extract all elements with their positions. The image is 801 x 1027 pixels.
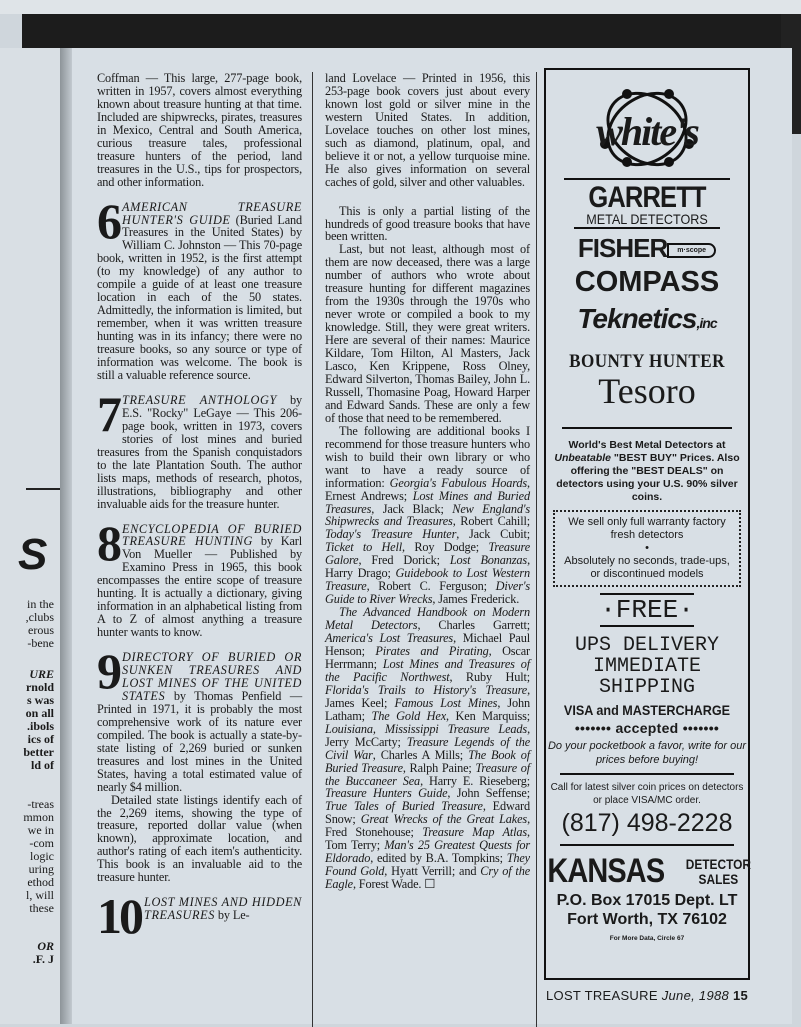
book-title: Great Wrecks of the Great Lakes [360,812,528,827]
book-title: Florida's Trails to History's Treasure [325,682,528,697]
book-title: Lost Mines and Buried Treasures [325,488,530,516]
book-title: America's Lost Treasures [325,631,454,646]
book-title: The Book of Buried Treasure [325,747,530,775]
book-title: Guidebook to Lost Western Treasure [325,566,530,594]
book-title: LOST MINES AND HIDDEN TREASURES [144,895,302,923]
teknetics-logo: Teknetics,inc [577,303,717,334]
book-title: Ticket to Hell [325,540,403,555]
tesoro-logo: Tesoro [598,371,696,411]
book-list [325,606,530,891]
book-title: Treasure Map Atlas [422,825,528,840]
text-segment: , Ruby Hult; [449,669,530,684]
book-title: Diver's Guide to River Wrecks [325,579,530,607]
book-entry: 8 ENCYCLOPEDIA OF BURIED TREASURE HUNTING by Karl Von Mueller — Published by Examino Press in 1965, this book encompasses the entire scope of treasure hunting. It is actually a dictionary, giving information in an alphabetical listing from A to Z of almost anything a treasure hunter wants to know. [97,514,302,640]
text-fragment: OR F. J. [32,939,54,966]
book-title: Pirates and Pirating [375,643,489,658]
text-segment: , Fred Stonehouse; [325,812,530,840]
book-title: Today's Treasure Hunter [325,527,457,542]
book-title: Georgia's Fabulous Hoards [389,475,528,490]
book-list [325,425,530,606]
book-title: Cry of the Eagle [325,864,530,892]
book-title: Louisiana, Mississippi Treasure Leads [325,721,528,736]
text-segment: , Jack Cubit; [456,527,530,542]
text-segment: , Ralph Paine; [402,760,476,775]
payment-text: VISA and MASTERCHARGE [563,702,731,718]
book-title: Treasure Galore [325,540,531,568]
address: P.O. Box 17015 Dept. LT Fort Worth, TX 76102 [556,892,738,928]
entry-number: 10 [97,888,141,945]
text-segment: World's Best Metal Detectors at [568,439,726,451]
text-segment: , Forest Wade. ☐ [352,877,436,892]
book-entry: 7 TREASURE ANTHOLOGY by E.S. "Rocky" LeGaye — This 206-page book, written in 1973, covers stories of lost mines and buried treasures from the Spanish conquistadors to the late Plantation South. The author lists maps, methods of research, photos, illustrations, bibliography and other invaluable aids for the treasure hunter. [97,385,302,511]
book-title: DIRECTORY OF BURIED OR SUNKEN TREASURES AND LOST MINES OF THE UNITED STATES [122,650,302,703]
paragraph: Coffman — This large, 277-page book, written in 1957, covers almost everything known about treasure hunting at that time. Included are shipwrecks, pirates, treasures in Mexico, Central and South America, curious treasure tales, professional treasure hunters of the period, land treasures in the U.S., tips for prospectors, and other information. [97,71,302,189]
book-title: Lost Bonanzas [449,553,528,568]
text-segment: , Jack Black; [371,501,453,516]
column-rule [536,72,537,1027]
book-title: Unbeatable [554,452,611,464]
text-segment: , John Latham; [325,695,530,723]
text-segment: , Ken Marquiss; [446,708,530,723]
book-title: Man's 25 Greatest Quests for Eldorado [325,838,530,866]
whites-logo: white's [577,84,717,174]
text-segment: , Charles Garrett; [417,618,530,633]
book-title: Treasure Hunters Guide [325,786,448,801]
text-segment: , John Seffense; [447,786,530,801]
paragraph: land Lovelace — Printed in 1956, this 253-page book covers just about every known lost gold or silver mine in the western United States. In addition, Lovelace touches on other lost mines, such as diamond, platinum, opal, and believe it or not, a yellow turquoise mine. He also gives information on several caches of gold, silver and other valuables. [325,71,530,189]
accepted-text: ••••••• accepted ••••••• [574,720,720,736]
article-column-1 [97,71,303,945]
text-segment: , Robert Cahill; [452,514,530,529]
fisher-logo: FISHER m·scope [546,233,748,264]
text-segment: , Roy Dodge; [402,540,489,555]
book-title: Treasure Legends of the Civil War [325,734,530,762]
paragraph: Last, but not least, although most of them are now deceased, there was a large number of authors who wrote about treasure hunting for different magazines from the 1930s through the 1970s who never wrote or compiled a book to my knowledge. Still, they were great writers. Here are several of their names: Maurice Kildare, Tom Hilton, Al Masters, Jack Lasco, Ken Krippene, Ross Olney, Edward Silverton, Thomas Bailey, John L. Russell, Thomasine Poag, Howard Harper and Edward Sands. These are only a few of those that need to be remembered. [325,242,530,425]
shipping-text: UPS DELIVERY IMMEDIATE SHIPPING [574,634,720,699]
warranty-box: We sell only full warranty factory fresh detectors • Absolutely no seconds, trade-ups, or discontinued models [553,510,741,587]
book-title: The Gold Hex [371,708,447,723]
bounty-hunter-logo: BOUNTY HUNTER [569,351,725,372]
garrett-logo: GARRETT [588,181,706,214]
book-title: Lost Mines and Treasures of the Pacific Northwest [325,656,530,684]
book-title: True Tales of Buried Treasure [325,799,483,814]
book-title: TREASURE ANTHOLOGY [122,392,277,407]
article-column-2 [325,72,530,891]
divider [562,427,732,429]
page-footer: LOST TREASURE June, 1988 15 [546,988,749,1003]
book-title: AMERICAN TREASURE HUNTER'S GUIDE [122,199,302,227]
text-segment: , Michael Paul Henson; [325,631,530,658]
entry-number: 8 [97,514,119,571]
book-entry: 6 AMERICAN TREASURE HUNTER'S GUIDE (Buried Land Treasures in the United States) by William C. Johnston — This 70-page book, written in 1952, is the first attempt (to my knowledge) of any author to compile a guide of at least one treasure location in each of the 50 states. Admittedly, the information is limited, but remember, when it was written treasure hunting was in its infancy; there were no treasure books, so any source or type of information was welcome. The book is still a valuable reference source. [97,192,303,382]
book-entry: 10 LOST MINES AND HIDDEN TREASURES by Le- [97,888,302,945]
text-segment: , edited by B.A. Tompkins; [370,851,507,866]
book-title: The Advanced Handbook on Modern Metal Detectors [325,605,530,633]
divider [564,178,730,180]
headline-fragment: S [18,530,48,579]
entry-number: 7 [97,385,119,442]
book-title: Treasure of the Buccaneer Sea [325,760,530,788]
text-segment: , Harry E. Rieseberg; [420,773,530,788]
entry-number: 9 [97,643,119,700]
text-segment: , Harry Drago; [325,553,531,581]
compass-logo: COMPASS [574,266,720,298]
paragraph: Detailed state listings identify each of the 2,269 items, showing the type of treasure, reported dollar value (when known), approximate location, and author's rating of each item's authenticity. This book is an invaluable aid to the treasure hunter. [97,792,302,885]
paragraph: This is only a partial listing of the hundreds of good treasure books that have been written. [325,203,530,244]
favor-text: Do your pocketbook a favor, write for our prices before buying! [547,740,747,766]
text-fragment: URE rnold s was on all ibols. ics of better ld of [23,667,54,772]
text-segment: "BEST BUY" Prices. Also offering the "BEST DEALS" on detectors using your U.S. 90% silver coins. [556,452,740,503]
best-prices-text [546,439,748,504]
kansas-logo: KANSAS DETECTOR SALES [547,852,752,890]
free-heading: ·FREE· [600,595,694,625]
entry-number: 6 [97,192,119,249]
text-segment: , James Frederick. [432,592,520,607]
text-segment: , Hyatt Verrill; and [384,864,481,879]
divider [560,773,734,775]
text-segment: , Jerry McCarty; [325,721,530,749]
page-spine [60,48,72,1024]
book-title: They Found Gold [325,851,530,879]
book-title: Famous Lost Mines [394,695,498,710]
reader-service-text: For More Data, Circle 67 [609,935,685,942]
call-text: Call for latest silver coin prices on detectors or place VISA/MC order. [550,782,744,806]
text-segment: , Edward Snow; [325,799,530,827]
text-segment: The following are additional books I recommend for those treasure hunters who wish to build their own library or who want to have a ready source of information: [325,423,530,490]
text-fragment: in the clubs, erous bene- [25,597,54,650]
text-fragment: treas- mmon we in com- logic uring ethod l, will these [23,797,54,915]
divider [574,227,720,229]
scan-shadow [22,14,801,48]
advertisement-kansas-detector-sales [544,68,750,980]
column-rule [312,72,313,1027]
text-segment: , Robert C. Ferguson; [366,579,496,594]
magazine-page [72,48,792,1024]
book-title: New England's Shipwrecks and Treasures [325,501,530,529]
text-segment: , Charles A Mills; [372,747,469,762]
text-segment: , Ernest Andrews; [325,475,530,503]
scan-top-edge [0,0,801,14]
book-title: ENCYCLOPEDIA OF BURIED TREASURE HUNTING [122,521,302,549]
text-segment: , Fred Dorick; [358,553,450,568]
text-segment: , James Keel; [325,682,530,710]
text-segment: , Tom Terry; [325,825,530,853]
book-entry: 9 DIRECTORY OF BURIED OR SUNKEN TREASURES AND LOST MINES OF THE UNITED STATES by Thomas Penfield — Printed in 1971, it is probably the most comprehensive work of its nature ever compiled. The book is actually a state-by-state listing of 2,269 buried or sunken treasures and lost mines in the United States, having a total estimated value of nearly $4 million. [97,643,302,794]
text-segment: , Oscar Herrmann; [325,643,530,671]
phone-number: (817) 498-2228 [561,809,733,837]
divider [560,844,734,846]
garrett-subtitle: METAL DETECTORS [586,211,708,227]
